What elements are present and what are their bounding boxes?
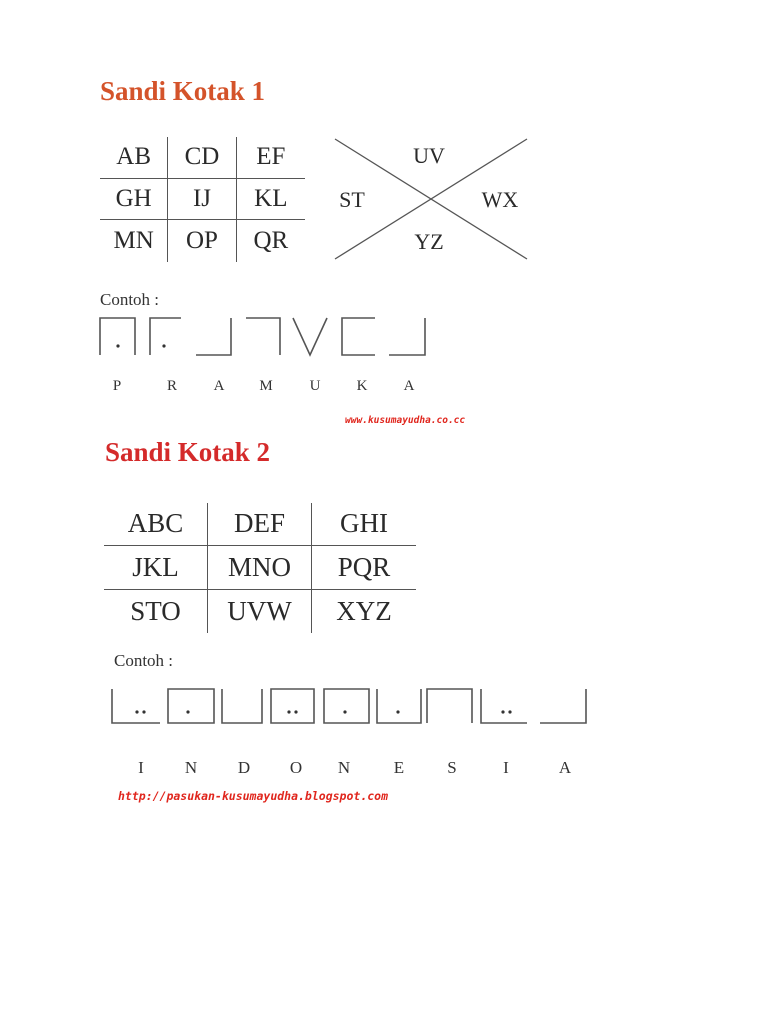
cipher-dot	[508, 710, 511, 713]
cipher-example-2	[0, 685, 768, 735]
cipher-glyph	[222, 689, 262, 723]
section1-title: Sandi Kotak 1	[100, 76, 266, 106]
cipher-glyph	[112, 689, 160, 723]
grid-cell: QR	[253, 227, 289, 255]
example-label-1: Contoh :	[100, 290, 160, 309]
source-url-2: http://pasukan-kusumayudha.blogspot.com	[118, 789, 389, 803]
cipher-dot	[142, 710, 145, 713]
grid-cell: AB	[100, 137, 168, 179]
example-letter: U	[309, 378, 321, 394]
cipher-dot	[186, 710, 189, 713]
cipher-glyph	[324, 689, 369, 723]
grid-cell: MN	[100, 220, 168, 262]
cipher-glyph	[293, 318, 327, 355]
cipher-dot	[343, 710, 346, 713]
cipher-dot	[501, 710, 504, 713]
grid-cell: IJ	[168, 179, 236, 221]
cipher-dot	[162, 344, 165, 347]
example-letters-1	[0, 378, 768, 398]
example-label-2: Contoh :	[114, 651, 174, 670]
example-letter: R	[166, 378, 178, 394]
grid-cell: JKL	[104, 546, 208, 589]
x-label-bottom: YZ	[414, 229, 444, 254]
cipher-dot	[294, 710, 297, 713]
grid-cell: ABC	[104, 503, 208, 546]
cipher-glyph	[481, 689, 527, 723]
cipher-grid-1	[100, 137, 305, 262]
cipher-grid-2	[104, 503, 416, 633]
grid-cell: EF	[237, 137, 305, 179]
grid-cell: OP	[168, 220, 236, 262]
x-label-top: UV	[413, 143, 445, 168]
example-letter: A	[403, 378, 415, 394]
section2-title: Sandi Kotak 2	[105, 437, 271, 467]
x-label-left: ST	[339, 187, 365, 212]
example-letter: E	[393, 758, 405, 777]
cipher-dot	[396, 710, 399, 713]
cipher-dot	[287, 710, 290, 713]
example-letter: S	[447, 758, 457, 777]
cipher-glyph	[271, 689, 314, 723]
cipher-dot	[135, 710, 138, 713]
example-letter: M	[259, 378, 273, 394]
cipher-glyph	[389, 318, 425, 355]
example-letter: I	[503, 758, 509, 777]
grid-cell: GH	[100, 179, 168, 221]
grid-cell: UVW	[208, 590, 312, 633]
x-label-right: WX	[481, 187, 519, 212]
grid-cell: PQR	[312, 546, 416, 589]
cipher-glyph	[100, 318, 135, 355]
cipher-glyph	[342, 318, 375, 355]
grid-cell: MNO	[208, 546, 312, 589]
grid-cell: DEF	[208, 503, 312, 546]
cipher-glyph	[246, 318, 280, 355]
cipher-glyph	[168, 689, 214, 723]
cipher-example-1	[0, 310, 768, 366]
example-letter: N	[184, 758, 198, 777]
cipher-dot	[116, 344, 119, 347]
x-cipher-diagram	[330, 135, 530, 263]
source-url-1: www.kusumayudha.co.cc	[345, 415, 466, 426]
example-letter: D	[237, 758, 251, 777]
grid-cell: GHI	[312, 503, 416, 546]
example-letter: I	[138, 758, 144, 777]
grid-cell: CD	[168, 137, 236, 179]
cipher-glyph	[540, 689, 586, 723]
example-letter: P	[112, 378, 122, 394]
example-letter: A	[213, 378, 225, 394]
cipher-glyph	[377, 689, 421, 723]
grid-cell: STO	[104, 590, 208, 633]
example-letter: A	[558, 758, 572, 777]
example-letter: O	[289, 758, 303, 777]
cipher-glyph	[150, 318, 181, 355]
example-letter: N	[337, 758, 351, 777]
grid-cell: XYZ	[336, 595, 392, 626]
cipher-glyph	[427, 689, 472, 723]
cipher-glyph	[196, 318, 231, 355]
grid-cell: KL	[237, 179, 305, 221]
example-letter: K	[356, 378, 368, 394]
example-letters-2	[0, 758, 768, 780]
